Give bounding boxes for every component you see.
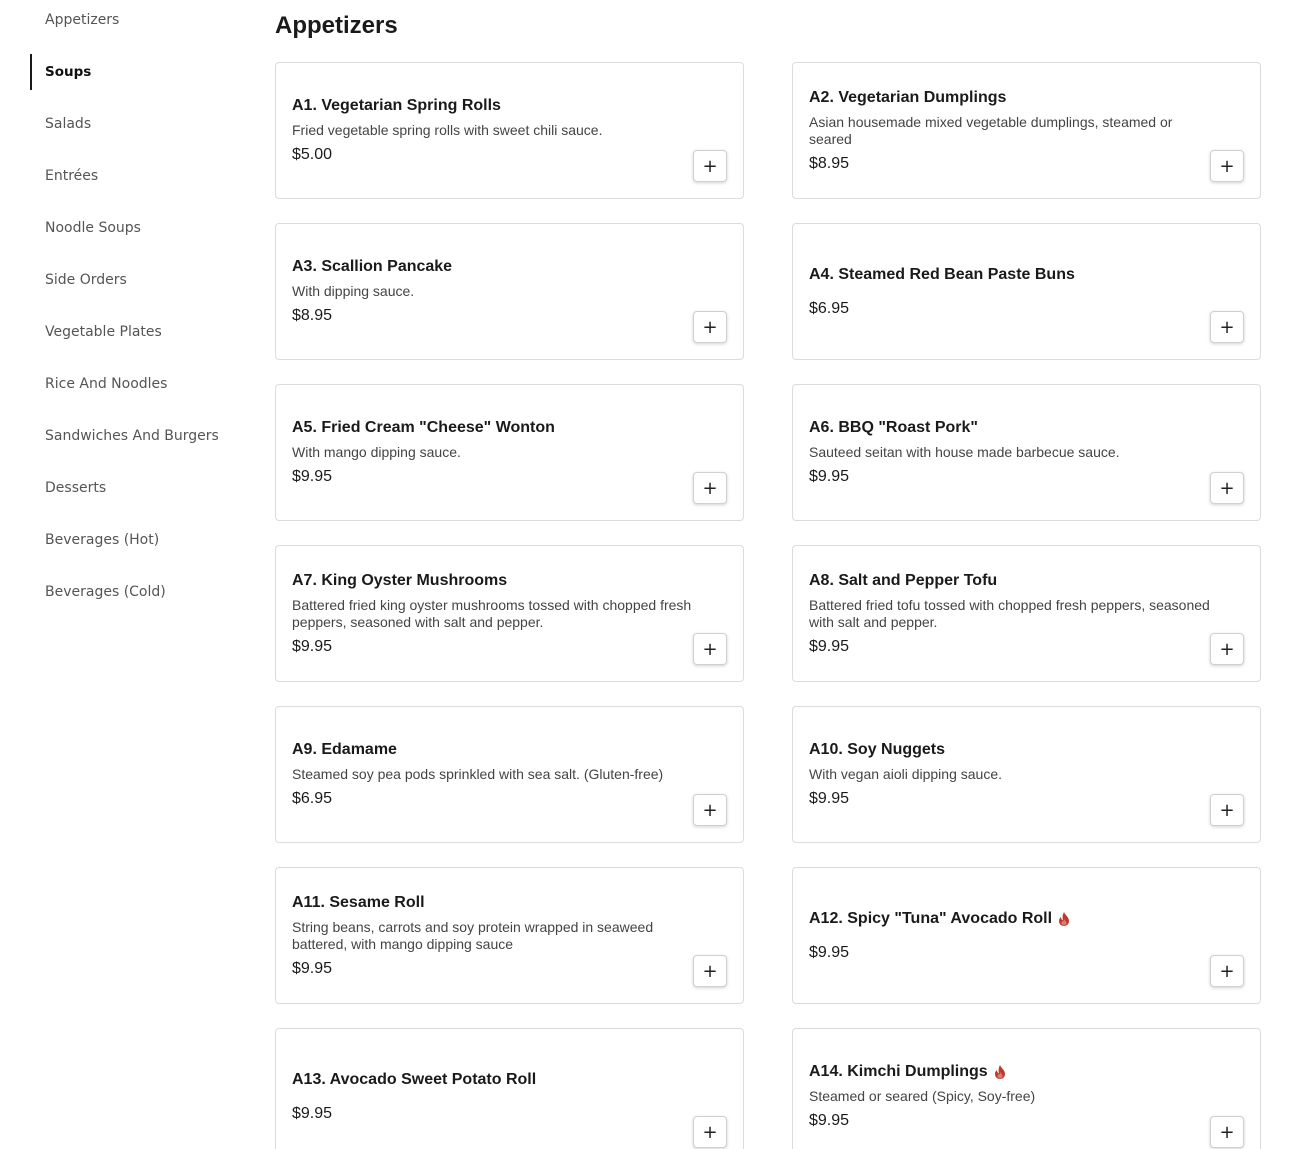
menu-item-body <box>809 868 1210 1003</box>
menu-item-description: With vegan aioli dipping sauce. <box>809 766 1003 782</box>
sidebar-item-soups[interactable]: Soups <box>30 54 230 90</box>
menu-item-price: $6.95 <box>292 790 333 807</box>
menu-item-name-text: A10. Soy Nuggets <box>809 741 946 758</box>
menu-item-card[interactable] <box>275 223 744 360</box>
menu-item-price: $9.95 <box>292 1104 333 1122</box>
menu-item-name <box>292 571 693 591</box>
menu-item-body <box>292 546 693 681</box>
menu-item-body <box>292 63 693 198</box>
sidebar-item-vegetable-plates[interactable]: Vegetable Plates <box>45 324 162 340</box>
sidebar-item-entr-es[interactable]: Entrées <box>45 168 99 184</box>
add-to-cart-button[interactable]: + <box>1210 150 1244 182</box>
menu-item-card[interactable] <box>792 223 1261 360</box>
menu-item-body <box>292 224 693 359</box>
sidebar-item-beverages-cold[interactable]: Beverages (Cold) <box>45 584 166 600</box>
menu-item-name-text: A6. BBQ "Roast Pork" <box>809 419 978 436</box>
add-to-cart-button[interactable]: + <box>693 633 727 665</box>
menu-item-name-text: A11. Sesame Roll <box>292 893 425 911</box>
menu-item-description: With dipping sauce. <box>292 283 415 299</box>
menu-item-card[interactable] <box>275 1028 744 1149</box>
sidebar-item-side-orders[interactable]: Side Orders <box>45 272 127 288</box>
sidebar-item-appetizers[interactable]: Appetizers <box>45 12 120 28</box>
menu-item-card[interactable] <box>275 867 744 1004</box>
add-to-cart-button[interactable]: + <box>693 311 727 343</box>
menu-item-name-text: A8. Salt and Pepper Tofu <box>809 571 998 589</box>
menu-item-description: Asian housemade mixed vegetable dumplings, steamed or seared <box>809 113 1173 147</box>
menu-item-name-text: A1. Vegetarian Spring Rolls <box>292 97 501 114</box>
menu-item-body <box>292 1029 693 1149</box>
menu-item-name <box>809 418 1210 438</box>
menu-item-card[interactable] <box>792 384 1261 521</box>
menu-item-name <box>809 909 1210 929</box>
menu-item-name <box>809 265 1210 285</box>
add-to-cart-button[interactable]: + <box>1210 311 1244 343</box>
sidebar-item-salads[interactable]: Salads <box>45 116 92 132</box>
category-sidebar <box>0 0 250 1149</box>
menu-section <box>275 0 1261 1149</box>
menu-item-name-text: A7. King Oyster Mushrooms <box>292 571 508 589</box>
menu-item-price: $9.95 <box>809 637 850 655</box>
flame-icon <box>994 1065 1006 1079</box>
menu-item-body <box>809 707 1210 842</box>
add-to-cart-button[interactable]: + <box>1210 633 1244 665</box>
menu-item-body <box>809 224 1210 359</box>
menu-item-description: Sauteed seitan with house made barbecue sauce. <box>809 444 1120 460</box>
add-to-cart-button[interactable]: + <box>693 472 727 504</box>
menu-item-name <box>809 88 1210 108</box>
menu-item-price: $9.95 <box>809 790 850 807</box>
menu-item-name-text: A4. Steamed Red Bean Paste Buns <box>809 265 1075 283</box>
menu-item-price: $8.95 <box>292 307 333 324</box>
menu-item-name-text: A9. Edamame <box>292 741 397 758</box>
add-to-cart-button[interactable]: + <box>693 794 727 826</box>
menu-item-card[interactable] <box>275 706 744 843</box>
menu-item-price: $9.95 <box>809 468 850 485</box>
menu-item-price: $9.95 <box>809 943 850 961</box>
menu-item-name <box>292 96 693 116</box>
menu-item-name <box>292 1070 693 1090</box>
menu-item-body <box>292 385 693 520</box>
menu-item-card[interactable] <box>792 1028 1261 1149</box>
menu-item-description: Fried vegetable spring rolls with sweet chili sauce. <box>292 122 603 138</box>
menu-item-name <box>809 571 1210 591</box>
menu-item-name <box>292 893 693 913</box>
flame-icon <box>1058 912 1070 926</box>
menu-item-card[interactable] <box>792 867 1261 1004</box>
add-to-cart-button[interactable]: + <box>693 1116 727 1148</box>
menu-item-card[interactable] <box>275 62 744 199</box>
menu-item-description: Battered fried tofu tossed with chopped fresh peppers, seasoned with salt and pepper. <box>809 596 1210 630</box>
add-to-cart-button[interactable]: + <box>1210 794 1244 826</box>
menu-item-card[interactable] <box>792 62 1261 199</box>
menu-item-name-text: A3. Scallion Pancake <box>292 258 453 275</box>
sidebar-item-rice-and-noodles[interactable]: Rice And Noodles <box>45 376 168 392</box>
sidebar-item-sandwiches-and-burgers[interactable]: Sandwiches And Burgers <box>45 428 219 444</box>
menu-item-card[interactable] <box>792 545 1261 682</box>
menu-item-name <box>292 257 693 277</box>
menu-item-price: $9.95 <box>292 468 333 485</box>
menu-item-card[interactable] <box>792 706 1261 843</box>
add-to-cart-button[interactable]: + <box>1210 955 1244 987</box>
add-to-cart-button[interactable]: + <box>693 955 727 987</box>
add-to-cart-button[interactable]: + <box>1210 1116 1244 1148</box>
menu-item-description: Steamed soy pea pods sprinkled with sea salt. (Gluten-free) <box>292 766 664 782</box>
menu-item-description: String beans, carrots and soy protein wrapped in seaweed battered, with mango dipping sauce <box>292 918 654 952</box>
menu-item-name <box>809 740 1210 760</box>
menu-item-body <box>809 385 1210 520</box>
menu-item-name <box>292 418 693 438</box>
section-title: Appetizers <box>275 12 398 39</box>
menu-item-name <box>809 1062 1210 1082</box>
menu-item-body <box>292 868 693 1003</box>
menu-item-name <box>292 740 693 760</box>
menu-item-body <box>809 1029 1210 1149</box>
menu-item-description: Steamed or seared (Spicy, Soy-free) <box>809 1088 1036 1104</box>
sidebar-item-noodle-soups[interactable]: Noodle Soups <box>45 220 141 236</box>
menu-item-card[interactable] <box>275 384 744 521</box>
add-to-cart-button[interactable]: + <box>693 150 727 182</box>
menu-item-body <box>292 707 693 842</box>
menu-item-name-text: A14. Kimchi Dumplings <box>809 1063 988 1080</box>
menu-item-card[interactable] <box>275 545 744 682</box>
menu-item-name-text: A5. Fried Cream "Cheese" Wonton <box>292 419 555 436</box>
menu-item-price: $5.00 <box>292 146 333 163</box>
menu-item-description: With mango dipping sauce. <box>292 444 461 460</box>
menu-item-price: $6.95 <box>809 299 850 317</box>
menu-item-body <box>809 546 1210 681</box>
menu-item-body <box>809 63 1210 198</box>
menu-item-description: Battered fried king oyster mushrooms tossed with chopped fresh peppers, seasoned with salt and pepper. <box>292 596 692 630</box>
menu-item-price: $9.95 <box>292 959 333 977</box>
sidebar-item-desserts[interactable]: Desserts <box>45 480 107 496</box>
add-to-cart-button[interactable]: + <box>1210 472 1244 504</box>
menu-item-name-text: A13. Avocado Sweet Potato Roll <box>292 1070 537 1088</box>
menu-item-price: $9.95 <box>292 637 333 655</box>
menu-item-name-text: A12. Spicy "Tuna" Avocado Roll <box>809 909 1053 927</box>
sidebar-item-beverages-hot[interactable]: Beverages (Hot) <box>45 532 160 548</box>
menu-item-price: $8.95 <box>809 154 850 172</box>
menu-item-name-text: A2. Vegetarian Dumplings <box>809 88 1007 106</box>
menu-item-price: $9.95 <box>809 1112 850 1129</box>
